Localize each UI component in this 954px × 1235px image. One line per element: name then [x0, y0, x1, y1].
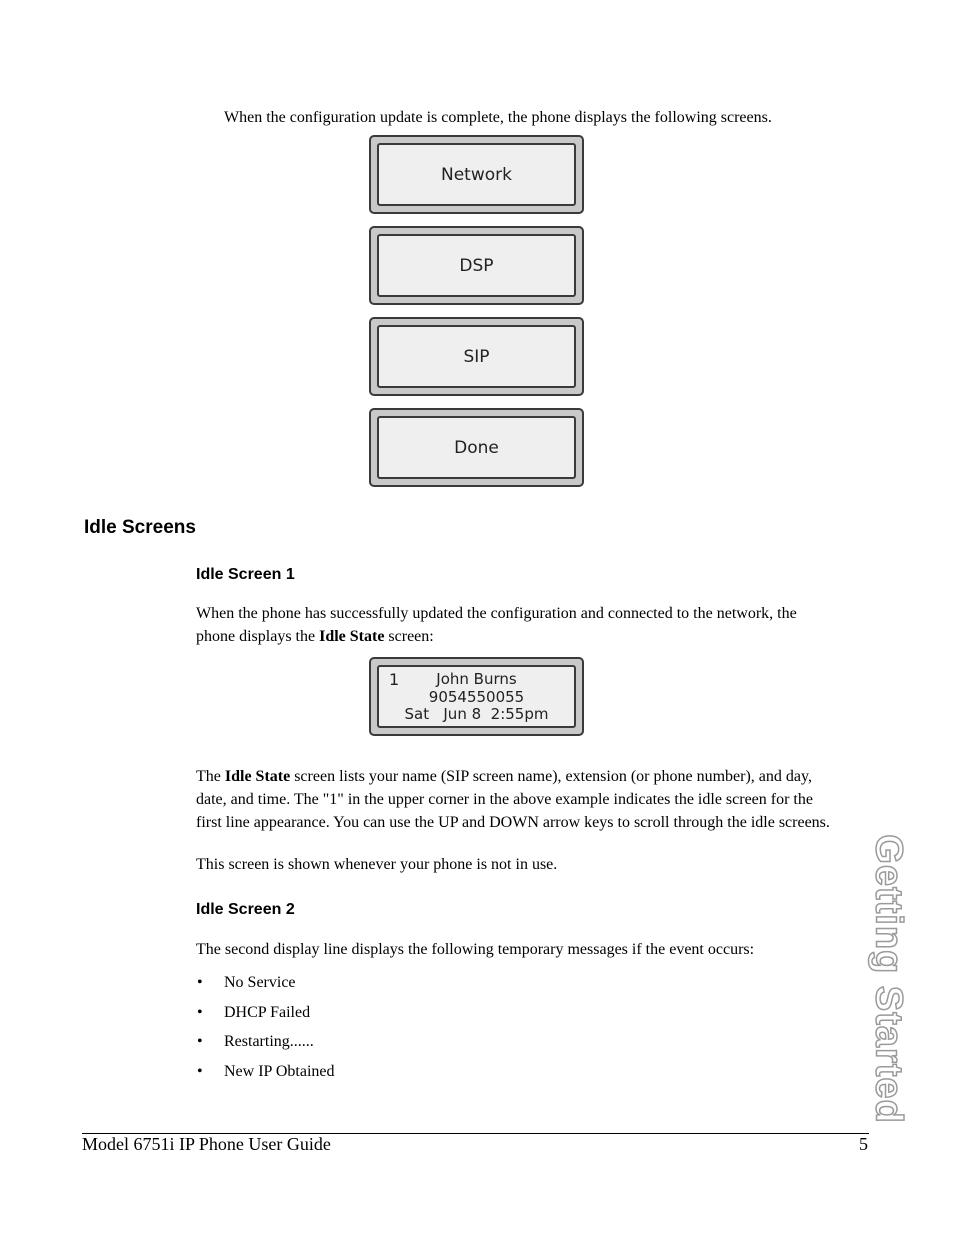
chapter-side-tab	[858, 834, 918, 1124]
bullet-marker: •	[197, 974, 203, 991]
list-item: DHCP Failed	[224, 1004, 311, 1021]
bullet-marker: •	[197, 1033, 203, 1050]
paragraph-line: first line appearance. You can use the UP and DOWN arrow keys to scroll through the idle screens.	[196, 814, 830, 831]
text-run: screen lists your name (SIP screen name), extension (or phone number), and day,	[290, 768, 812, 785]
lcd-label: Network	[377, 143, 576, 206]
paragraph-line: When the phone has successfully updated the configuration and connected to the network, the	[196, 605, 797, 622]
list-item: No Service	[224, 974, 296, 991]
subsection-heading-idle-2: Idle Screen 2	[196, 901, 295, 918]
lcd-screen-sip	[369, 317, 584, 396]
lcd-screen-dsp	[369, 226, 584, 305]
lcd-screen-network	[369, 135, 584, 214]
bullet-marker: •	[197, 1063, 203, 1080]
paragraph-idle-description	[196, 765, 886, 834]
bold-term: Idle State	[319, 628, 385, 645]
subsection-heading-idle-1: Idle Screen 1	[196, 566, 295, 583]
paragraph-not-in-use: This screen is shown whenever your phone is not in use.	[196, 856, 558, 873]
paragraph-line	[196, 625, 876, 648]
paragraph-line: date, and time. The "1" in the upper corner in the above example indicates the idle screen for the	[196, 791, 813, 808]
chapter-side-tab-label: Getting Started	[867, 834, 910, 1124]
lcd-label: SIP	[377, 325, 576, 388]
text-run: The	[196, 768, 225, 785]
text-run: screen:	[384, 628, 434, 645]
lcd-display	[377, 665, 576, 728]
page-number: 5	[859, 1134, 868, 1154]
paragraph-idle-2: The second display line displays the following temporary messages if the event occurs:	[196, 941, 755, 958]
lcd-label: Done	[377, 416, 576, 479]
line-number: 1	[389, 670, 400, 689]
section-heading: Idle Screens	[84, 517, 196, 538]
paragraph-idle-1	[196, 602, 876, 648]
text-run: phone displays the	[196, 628, 320, 645]
lcd-idle-screen	[369, 657, 584, 736]
footer-title: Model 6751i IP Phone User Guide	[82, 1134, 331, 1154]
list-item: Restarting......	[224, 1033, 314, 1050]
bold-term: Idle State	[224, 768, 291, 785]
display-name: John Burns	[436, 670, 517, 688]
paragraph-line	[196, 765, 886, 788]
bullet-marker: •	[197, 1004, 203, 1021]
lcd-screen-done	[369, 408, 584, 487]
intro-text: When the configuration update is complete, the phone displays the following screens.	[224, 109, 772, 126]
list-item: New IP Obtained	[224, 1063, 335, 1080]
display-datetime: Sat Jun 8 2:55pm	[404, 705, 549, 723]
lcd-label: DSP	[377, 234, 576, 297]
display-number: 9054550055	[428, 688, 525, 706]
